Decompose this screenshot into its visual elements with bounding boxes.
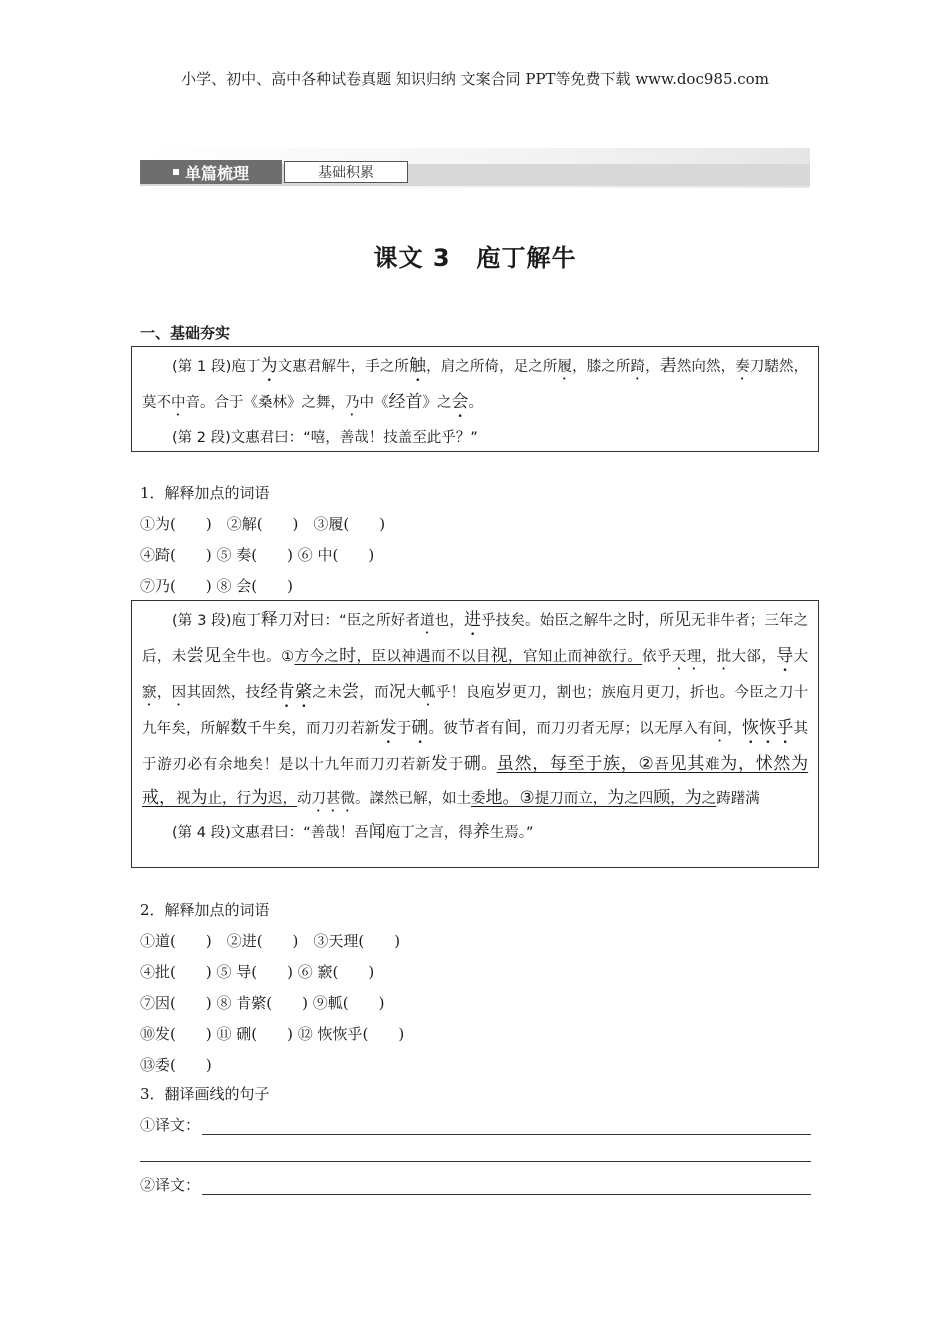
banner-secondary-tab	[284, 161, 408, 183]
question-2-row: ④批( ) ⑤ 导( ) ⑥ 窾( )	[140, 963, 375, 981]
square-bullet-icon	[173, 169, 179, 175]
underlined-sentence-3: 委地。③提刀而立，为之四顾，为之	[471, 788, 717, 808]
underlined-sentence-2: 虽然，每至于族，②吾见其难为，怵然为戒，视为止，行为迟，	[142, 754, 809, 808]
lesson-name: 庖丁解牛	[476, 244, 577, 272]
question-1-title: 1．解释加点的词语	[140, 484, 270, 502]
question-2-row: ⑬委( )	[140, 1056, 212, 1074]
site-header: 小学、初中、高中各种试卷真题 知识归纳 文案合同 PPT等免费下载 www.doc985.com	[181, 70, 769, 88]
passage-box-1	[131, 346, 819, 452]
paragraph-1: (第 1 段)庖丁为文惠君解牛，手之所触，肩之所倚，足之所履，膝之所踦，砉然向然，奏刀騞然，莫不中音。合于《桑林》之舞，乃中《经首》之会。	[142, 356, 809, 412]
banner-primary-tab	[140, 160, 282, 184]
translation-1-label: ①译文：	[140, 1116, 201, 1134]
translation-2-label: ②译文：	[140, 1176, 201, 1194]
paragraph-3: (第 3 段)庖丁释刀对曰：“臣之所好者道也，进乎技矣。始臣之解牛之时，所见无非牛者；三年之后，未尝见全牛也。①方今之时，臣以神遇而不以目视，官知止而神欲行。依乎天理，批大郤，导大窾，因其固然，技经肯綮之未尝，而况大軱乎！良庖岁更刀，割也；族庖月更刀，折也。今臣之刀十九年矣，所解数千牛矣，而刀刃若新发于硎。彼节者有间，而刀刃者无厚；以无厚入有间，恢恢乎其于游刃必有余地矣！是以十九年而刀刃若新发于硎。虽然，每至于族，②吾见其难为，怵然为戒，视为止，行为迟，动刀甚微。謋然已解，如土委地。③提刀而立，为之四顾，为之踌躇满	[142, 610, 809, 808]
lesson-number: 课文 3	[373, 244, 451, 272]
page-title	[0, 238, 950, 273]
section-heading: 一、基础夯实	[140, 324, 231, 342]
question-2-row: ⑦因( ) ⑧ 肯綮( ) ⑨軱( )	[140, 994, 385, 1012]
translation-2	[140, 1174, 811, 1195]
question-2-row: ①道( ) ②进( ) ③天理( )	[140, 932, 401, 950]
question-1-row: ⑦乃( ) ⑧ 会( )	[140, 577, 293, 595]
question-1-row: ①为( ) ②解( ) ③履( )	[140, 515, 386, 533]
question-2-row: ⑩发( ) ⑪ 硎( ) ⑫ 恢恢乎( )	[140, 1025, 405, 1043]
paragraph-2: (第 2 段)文惠君曰：“嘻，善哉！技盖至此乎？”	[172, 430, 478, 446]
banner-secondary-label: 基础积累	[318, 165, 374, 181]
question-2-title: 2．解释加点的词语	[140, 901, 270, 919]
question-1-row: ④踦( ) ⑤ 奏( ) ⑥ 中( )	[140, 546, 375, 564]
question-3-title: 3．翻译画线的句子	[140, 1085, 270, 1103]
translation-1	[140, 1114, 811, 1135]
underlined-sentence-1: 方今之时，臣以神遇而不以目视，官知止而神欲行。	[294, 646, 643, 666]
answer-line[interactable]	[140, 1161, 811, 1162]
paragraph-4: (第 4 段)文惠君曰：“善哉！吾闻庖丁之言，得养生焉。”	[172, 822, 534, 842]
banner-primary-label: 单篇梳理	[184, 163, 249, 183]
translation-2-answer-line[interactable]	[202, 1178, 811, 1195]
translation-1-answer-line[interactable]	[202, 1118, 811, 1135]
section-banner	[140, 148, 810, 188]
passage-box-2	[131, 600, 819, 868]
